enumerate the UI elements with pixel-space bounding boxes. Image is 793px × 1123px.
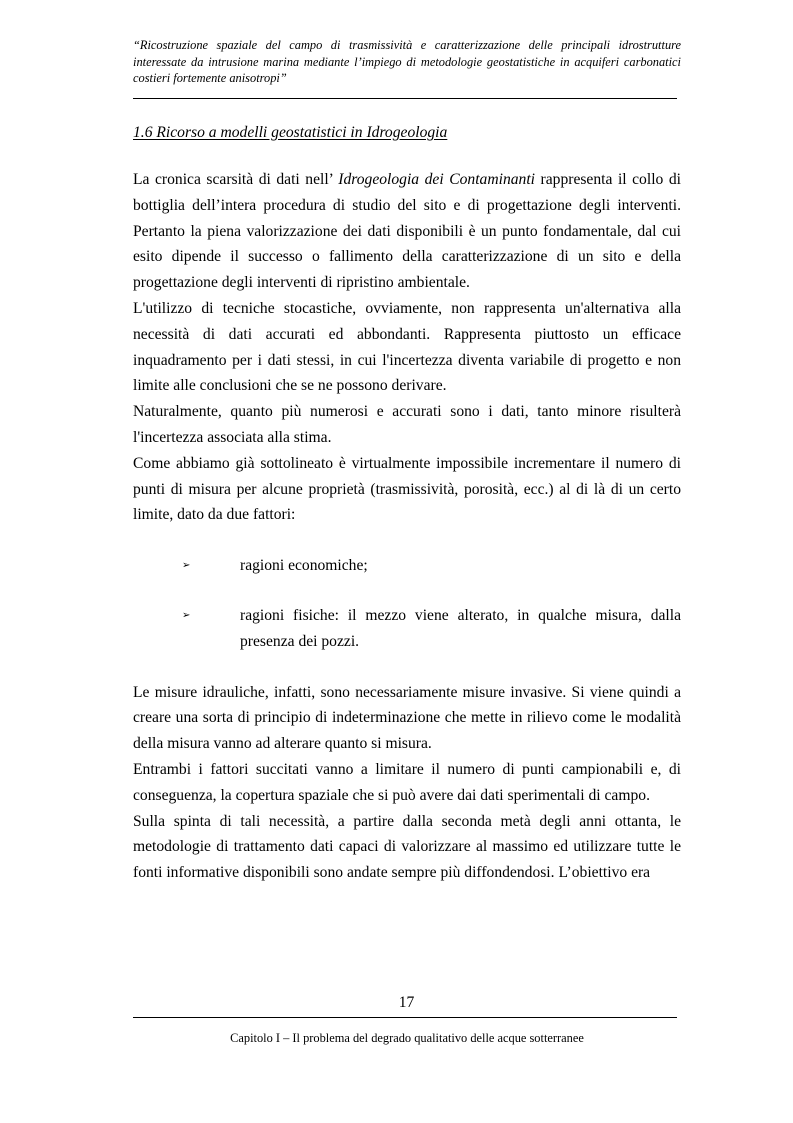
page-number: 17 — [398, 994, 415, 1011]
paragraph-6: Entrambi i fattori succitati vanno a limitare il numero di punti campionabili e, di conseguenza, la copertura spaziale che si può avere dai dati sperimentali di campo. — [133, 760, 681, 804]
running-header: “Ricostruzione spaziale del campo di trasmissività e caratterizzazione delle principali idrostrutture interessate da intrusione marina mediante l’impiego di metodologie geostatistiche in acquiferi carbonatici costieri fortemente anisotropi” — [133, 38, 681, 85]
list-item — [133, 603, 681, 655]
paragraph-1 — [133, 167, 681, 296]
paragraph-4: Come abbiamo già sottolineato è virtualmente impossibile incrementare il numero di punti di misura per alcune proprietà (trasmissività, porosità, ecc.) al di là di un certo limite, dato da due fattori: — [133, 454, 681, 524]
section-title: 1.6 Ricorso a modelli geostatistici in Idrogeologia — [133, 124, 448, 141]
paragraph-3: Naturalmente, quanto più numerosi e accurati sono i dati, tanto minore risulterà l'incertezza associata alla stima. — [133, 403, 681, 446]
paragraph-5: Le misure idrauliche, infatti, sono necessariamente misure invasive. Si viene quindi a creare una sorta di principio di indeterminazione che mette in rilievo come le modalità della misura vanno ad alterare quanto si misura. — [133, 683, 681, 753]
list-item-text: ragioni fisiche: il mezzo viene alterato, in qualche misura, dalla presenza dei pozzi. — [240, 606, 681, 650]
arrow-bullet-icon: ➢ — [182, 609, 191, 621]
list-item-text: ragioni economiche; — [240, 557, 368, 575]
body-text — [133, 167, 681, 886]
running-footer: Capitolo I – Il problema del degrado qualitativo delle acque sotterranee — [230, 1031, 584, 1045]
header-divider — [133, 98, 677, 99]
list-item — [133, 553, 681, 579]
arrow-bullet-icon: ➢ — [182, 560, 191, 572]
paragraph-1-text-cont: rappresenta il collo di bottiglia dell’intera procedura di studio del sito e di progettazione degli interventi. Pertanto la piena valorizzazione dei dati disponibili è un punto fondamentale, dal cui esito dipende il successo o fallimento della caratterizzazione di un sito e della progettazione degli interventi di ripristino ambientale. — [133, 171, 681, 292]
footer-divider — [133, 1017, 677, 1018]
paragraph-2: L'utilizzo di tecniche stocastiche, ovviamente, non rappresenta un'alternativa alla necessità di dati accurati ed abbondanti. Rappresenta piuttosto un efficace inquadramento per i dati stessi, in cui l'incertezza diventa variabile di progetto e non limite alle conclusioni che se ne possono derivare. — [133, 299, 681, 395]
paragraph-1-text: La cronica scarsità di dati nell’ — [133, 171, 339, 188]
bullet-list — [133, 553, 681, 654]
emphasis-term: Idrogeologia dei Contaminanti — [338, 171, 535, 188]
paragraph-7: Sulla spinta di tali necessità, a partire dalla seconda metà degli anni ottanta, le metodologie di trattamento dati capaci di valorizzare al massimo ed utilizzare tutte le fonti informative disponibili sono andate sempre più diffondendosi. L’obiettivo era — [133, 812, 681, 882]
